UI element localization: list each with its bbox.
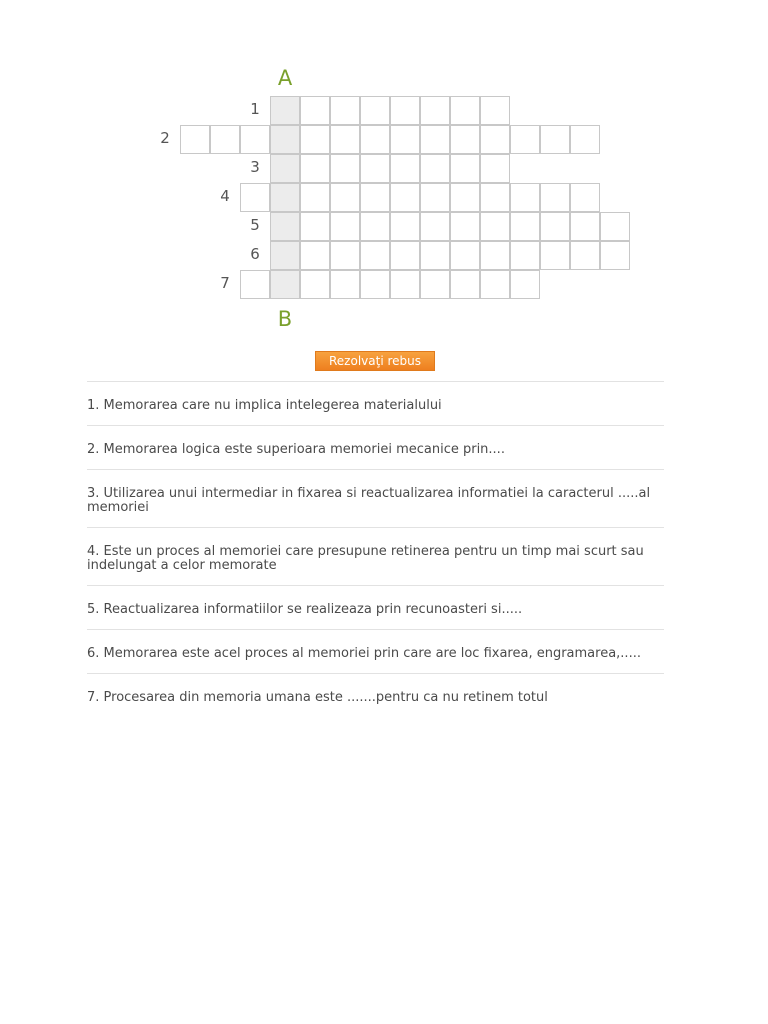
crossword-cell[interactable] [330, 96, 360, 125]
crossword-cell[interactable] [420, 270, 450, 299]
crossword-cell[interactable] [450, 154, 480, 183]
crossword-cell[interactable] [450, 125, 480, 154]
crossword-cell[interactable] [480, 96, 510, 125]
crossword-cell[interactable] [420, 241, 450, 270]
crossword-grid [0, 0, 768, 340]
crossword-cell[interactable] [180, 125, 210, 154]
crossword-cell[interactable] [570, 241, 600, 270]
clue-item: 4. Este un proces al memoriei care presupune retinerea pentru un timp mai scurt sau indelungat a celor memorate [87, 527, 664, 585]
crossword-cell[interactable] [450, 212, 480, 241]
crossword-cell[interactable] [300, 125, 330, 154]
crossword-cell[interactable] [360, 270, 390, 299]
row-number-label: 6 [250, 245, 260, 263]
crossword-cell[interactable] [450, 96, 480, 125]
crossword-cell[interactable] [480, 270, 510, 299]
crossword-cell[interactable] [300, 270, 330, 299]
crossword-cell[interactable] [300, 154, 330, 183]
clue-item: 7. Procesarea din memoria umana este .......pentru ca nu retinem totul [87, 673, 664, 717]
crossword-cell[interactable] [450, 270, 480, 299]
crossword-cell[interactable] [300, 241, 330, 270]
crossword-cell[interactable] [480, 241, 510, 270]
crossword-cell[interactable] [390, 270, 420, 299]
key-column-cell[interactable] [270, 154, 300, 183]
clue-item: 6. Memorarea este acel proces al memoriei prin care are loc fixarea, engramarea,..... [87, 629, 664, 673]
clue-item: 2. Memorarea logica este superioara memoriei mecanice prin.... [87, 425, 664, 469]
key-column-cell[interactable] [270, 270, 300, 299]
crossword-cell[interactable] [360, 212, 390, 241]
crossword-cell[interactable] [330, 154, 360, 183]
clue-item: 3. Utilizarea unui intermediar in fixarea si reactualizarea informatiei la caracterul .....al memoriei [87, 469, 664, 527]
crossword-cell[interactable] [300, 183, 330, 212]
crossword-cell[interactable] [420, 125, 450, 154]
key-column-cell[interactable] [270, 96, 300, 125]
crossword-cell[interactable] [390, 183, 420, 212]
crossword-cell[interactable] [510, 241, 540, 270]
crossword-cell[interactable] [390, 154, 420, 183]
crossword-cell[interactable] [540, 125, 570, 154]
crossword-cell[interactable] [570, 183, 600, 212]
crossword-cell[interactable] [240, 125, 270, 154]
crossword-cell[interactable] [510, 125, 540, 154]
key-column-cell[interactable] [270, 241, 300, 270]
crossword-cell[interactable] [570, 212, 600, 241]
row-number-label: 5 [250, 216, 260, 234]
row-number-label: 4 [220, 187, 230, 205]
crossword-cell[interactable] [360, 96, 390, 125]
crossword-cell[interactable] [510, 183, 540, 212]
key-column-cell[interactable] [270, 183, 300, 212]
key-column-cell[interactable] [270, 212, 300, 241]
crossword-cell[interactable] [300, 212, 330, 241]
row-number-label: 1 [250, 100, 260, 118]
crossword-cell[interactable] [390, 241, 420, 270]
crossword-cell[interactable] [510, 270, 540, 299]
crossword-cell[interactable] [390, 96, 420, 125]
crossword-cell[interactable] [330, 241, 360, 270]
crossword-cell[interactable] [300, 96, 330, 125]
crossword-cell[interactable] [480, 154, 510, 183]
crossword-cell[interactable] [420, 96, 450, 125]
crossword-cell[interactable] [540, 241, 570, 270]
crossword-cell[interactable] [540, 183, 570, 212]
crossword-cell[interactable] [210, 125, 240, 154]
crossword-cell[interactable] [330, 125, 360, 154]
crossword-cell[interactable] [240, 270, 270, 299]
crossword-cell[interactable] [360, 241, 390, 270]
crossword-cell[interactable] [420, 183, 450, 212]
crossword-cell[interactable] [390, 125, 420, 154]
crossword-cell[interactable] [480, 183, 510, 212]
clue-item: 1. Memorarea care nu implica intelegerea materialului [87, 381, 664, 425]
crossword-cell[interactable] [450, 183, 480, 212]
crossword-cell[interactable] [330, 212, 360, 241]
crossword-cell[interactable] [450, 241, 480, 270]
crossword-cell[interactable] [540, 212, 570, 241]
crossword-cell[interactable] [600, 212, 630, 241]
key-column-top-label: A [277, 66, 293, 90]
crossword-cell[interactable] [360, 183, 390, 212]
row-number-label: 3 [250, 158, 260, 176]
crossword-cell[interactable] [480, 125, 510, 154]
row-number-label: 2 [160, 129, 170, 147]
solve-crossword-button[interactable]: Rezolvaţi rebus [315, 351, 435, 371]
crossword-cell[interactable] [240, 183, 270, 212]
crossword-cell[interactable] [360, 154, 390, 183]
key-column-bottom-label: B [277, 307, 293, 331]
crossword-cell[interactable] [390, 212, 420, 241]
crossword-cell[interactable] [570, 125, 600, 154]
crossword-cell[interactable] [600, 241, 630, 270]
crossword-cell[interactable] [480, 212, 510, 241]
crossword-cell[interactable] [360, 125, 390, 154]
crossword-cell[interactable] [330, 183, 360, 212]
key-column-cell[interactable] [270, 125, 300, 154]
crossword-cell[interactable] [420, 154, 450, 183]
clue-list [87, 381, 664, 717]
crossword-cell[interactable] [420, 212, 450, 241]
crossword-cell[interactable] [330, 270, 360, 299]
crossword-cell[interactable] [510, 212, 540, 241]
row-number-label: 7 [220, 274, 230, 292]
clue-item: 5. Reactualizarea informatiilor se realizeaza prin recunoasteri si..... [87, 585, 664, 629]
